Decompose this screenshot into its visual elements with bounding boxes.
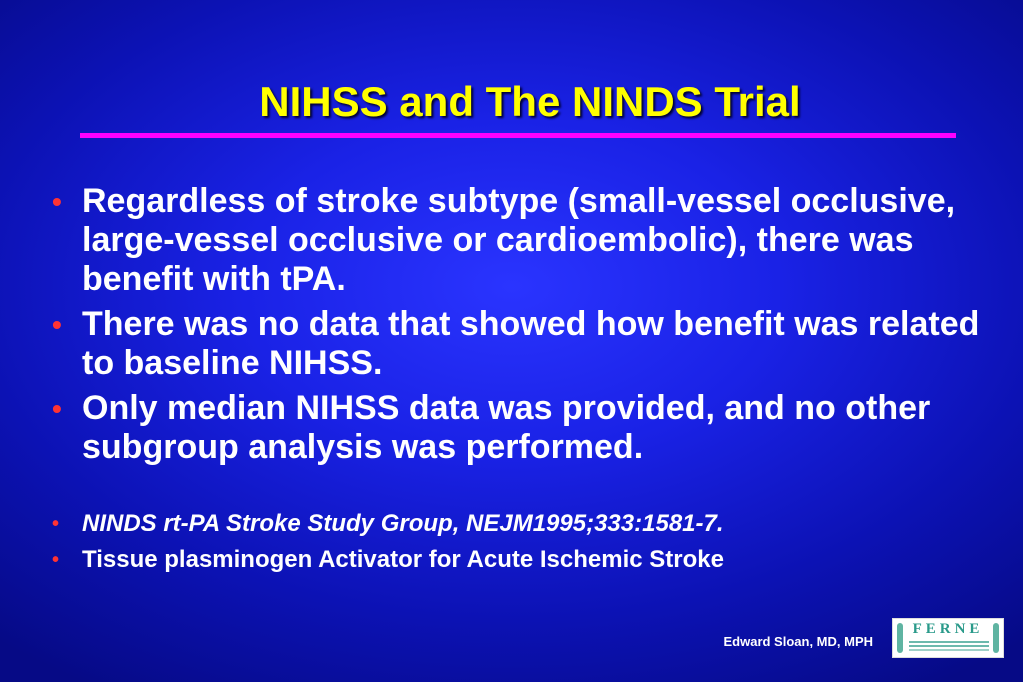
bullet-dot-icon: •: [52, 513, 60, 535]
slide-title: NIHSS and The NINDS Trial: [259, 78, 801, 125]
bullet-text: Only median NIHSS data was provided, and no other subgroup analysis was performed.: [82, 389, 931, 466]
spacer: [48, 473, 998, 509]
bullet-dot-icon: •: [52, 186, 62, 217]
reference-title: Tissue plasminogen Activator for Acute Ischemic Stroke: [82, 546, 724, 573]
bullet-text: There was no data that showed how benefit was related to baseline NIHSS.: [82, 305, 980, 382]
bullet-dot-icon: •: [52, 309, 62, 340]
reference-citation: NINDS rt-PA Stroke Study Group, NEJM1995;333:1581-7.: [82, 510, 724, 537]
bullet-list: [48, 182, 998, 581]
bullet-dot-icon: •: [52, 393, 62, 424]
reference-item: [48, 509, 998, 539]
logo-subtitle-lines: [909, 641, 989, 643]
bullet-dot-icon: •: [52, 549, 60, 571]
ferne-logo: [892, 618, 1004, 658]
logo-text: FERNE: [912, 621, 984, 637]
bullet-item: [48, 389, 998, 467]
bullet-item: [48, 182, 998, 299]
reference-item: [48, 545, 998, 575]
bullet-item: [48, 305, 998, 383]
title-underline: [80, 133, 956, 138]
leaf-icon: [993, 623, 999, 653]
bullet-text: Regardless of stroke subtype (small-vessel occlusive, large-vessel occlusive or cardioembolic), there was benefit with tPA.: [82, 182, 956, 298]
footer-author: Edward Sloan, MD, MPH: [723, 634, 873, 649]
